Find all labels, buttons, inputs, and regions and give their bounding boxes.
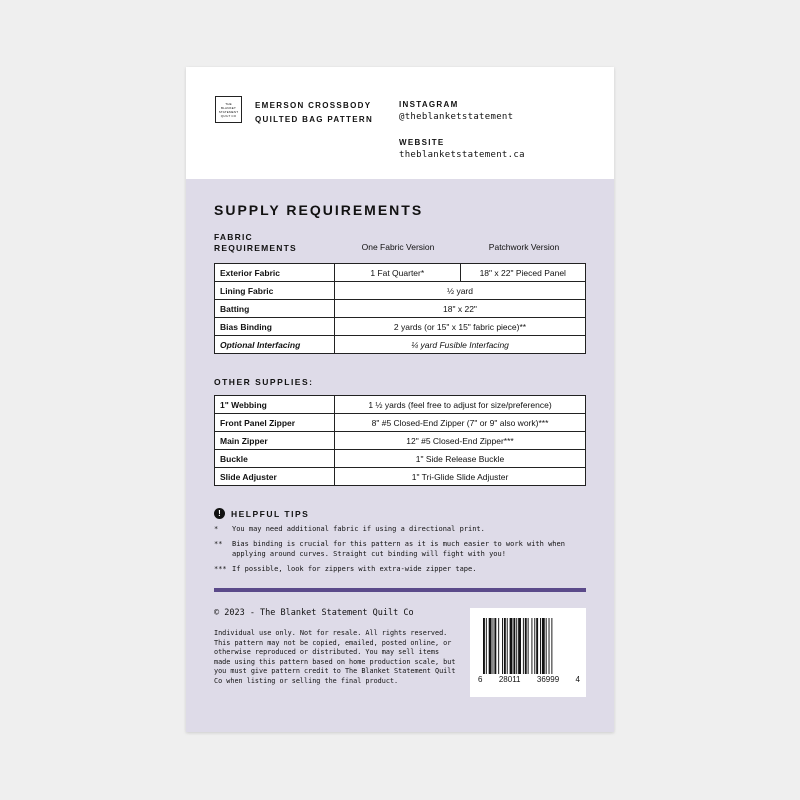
tip-text: If possible, look for zippers with extra-wide zipper tape. [232,565,477,573]
fabric-heading-line: REQUIREMENTS [214,243,297,253]
barcode-bar [549,618,550,674]
tips-list [214,524,586,579]
row-label: Optional Interfacing [215,336,335,354]
tip-text: Bias binding is crucial for this pattern as it is much easier to work with when applying around curves. Straight cut binding will fight with you! [232,540,565,558]
barcode-bar [493,618,494,674]
column-header-one-fabric: One Fabric Version [361,242,435,252]
cell-value: 8" #5 Closed-End Zipper (7" or 9" also work)*** [335,414,586,432]
row-label: 1" Webbing [215,396,335,414]
instagram-label: INSTAGRAM [399,100,459,109]
logo-text: QUILT CO [220,113,237,118]
table-row [215,336,586,354]
barcode-bar [534,618,535,674]
row-label: Bias Binding [215,318,335,336]
tip-marker: *** [214,565,227,573]
table-row [215,282,586,300]
table-row [215,396,586,414]
website-label: WEBSITE [399,138,445,147]
cell-value: 1" Side Release Buckle [335,450,586,468]
barcode-bar [528,618,529,674]
barcode-digit-group: 6 [478,675,483,684]
table-row [215,450,586,468]
pattern-name-line: QUILTED BAG PATTERN [255,115,374,124]
cell-value: 18" x 22" [335,300,586,318]
barcode-bar [516,618,517,674]
cell-value: 12" #5 Closed-End Zipper*** [335,432,586,450]
barcode [470,608,586,697]
barcode-bars [483,618,573,674]
helpful-tips-heading [214,508,309,519]
table-row [215,432,586,450]
header [186,67,614,179]
logo-text: STATEMENT [218,109,239,114]
table-row [215,318,586,336]
barcode-bar [540,618,541,674]
barcode-number [478,675,580,684]
barcode-bar [546,618,547,674]
barcode-digit-group: 4 [575,675,580,684]
table-row [215,264,586,282]
tip-marker: ** [214,540,223,548]
barcode-bar [502,618,503,674]
table-row [215,300,586,318]
copyright: © 2023 - The Blanket Statement Quilt Co [214,608,414,618]
other-supplies-heading: OTHER SUPPLIES: [214,377,314,387]
legal-notice: Individual use only. Not for resale. All rights reserved. This pattern may not be copied, emailed, posted online, or otherwise reproduced or distributed. You may sell items made using this pattern based on home production scale, but you must give pattern credit to The Blanket Statement Quilt Co when listing or selling the final product. [214,629,456,685]
barcode-bar [542,618,545,674]
logo-text: THE [225,101,232,106]
row-label: Batting [215,300,335,318]
fabric-heading [214,232,297,254]
tips-heading-text: HELPFUL TIPS [231,508,310,519]
instagram-handle[interactable]: @theblanketstatement [399,112,514,122]
row-label: Lining Fabric [215,282,335,300]
barcode-bar [504,618,506,674]
tip-marker: * [214,525,219,533]
cell-value: 1 Fat Quarter* [335,264,461,282]
divider [214,588,586,592]
column-header-patchwork: Patchwork Version [488,242,560,252]
barcode-bar [507,618,508,674]
row-label: Front Panel Zipper [215,414,335,432]
barcode-bar [483,618,485,674]
brand-logo [215,96,242,123]
cell-value: 1" Tri-Glide Slide Adjuster [335,468,586,486]
pattern-name [255,99,373,127]
barcode-bar [518,618,521,674]
page-title: SUPPLY REQUIREMENTS [214,202,424,218]
barcode-digit-group: 36999 [536,675,560,684]
barcode-digit-group: 28011 [498,675,521,684]
barcode-bar [531,618,532,674]
row-label: Slide Adjuster [215,468,335,486]
list-item [214,524,586,534]
fabric-table [214,263,586,354]
tip-text: You may need additional fabric if using a directional print. [232,525,485,533]
pattern-card [186,67,614,732]
barcode-bar [536,618,538,674]
exclamation-icon: ! [214,508,225,519]
contact-info [399,98,525,162]
list-item [214,564,586,574]
barcode-bar [551,618,552,674]
logo-text: BLANKET [220,105,237,110]
barcode-bar [494,618,496,674]
cell-value: ½ yard [335,282,586,300]
barcode-bar [489,618,492,674]
barcode-bar [498,618,499,674]
cell-value: 1 ½ yards (feel free to adjust for size/preference) [335,396,586,414]
other-supplies-table [214,395,586,486]
cell-value: ¼ yard Fusible Interfacing [335,336,586,354]
barcode-bar [513,618,515,674]
table-row [215,468,586,486]
row-label: Exterior Fabric [215,264,335,282]
fabric-heading-line: FABRIC [214,232,253,242]
table-row [215,414,586,432]
cell-value: 2 yards (or 15" x 15" fabric piece)** [335,318,586,336]
row-label: Main Zipper [215,432,335,450]
barcode-bar [486,618,487,674]
barcode-bar [510,618,513,674]
cell-value: 18" x 22" Pieced Panel [460,264,586,282]
website-link[interactable]: theblanketstatement.ca [399,150,525,160]
barcode-bar [525,618,527,674]
pattern-name-line: EMERSON CROSSBODY [255,101,372,110]
barcode-bar [523,618,524,674]
list-item [214,539,586,559]
row-label: Buckle [215,450,335,468]
